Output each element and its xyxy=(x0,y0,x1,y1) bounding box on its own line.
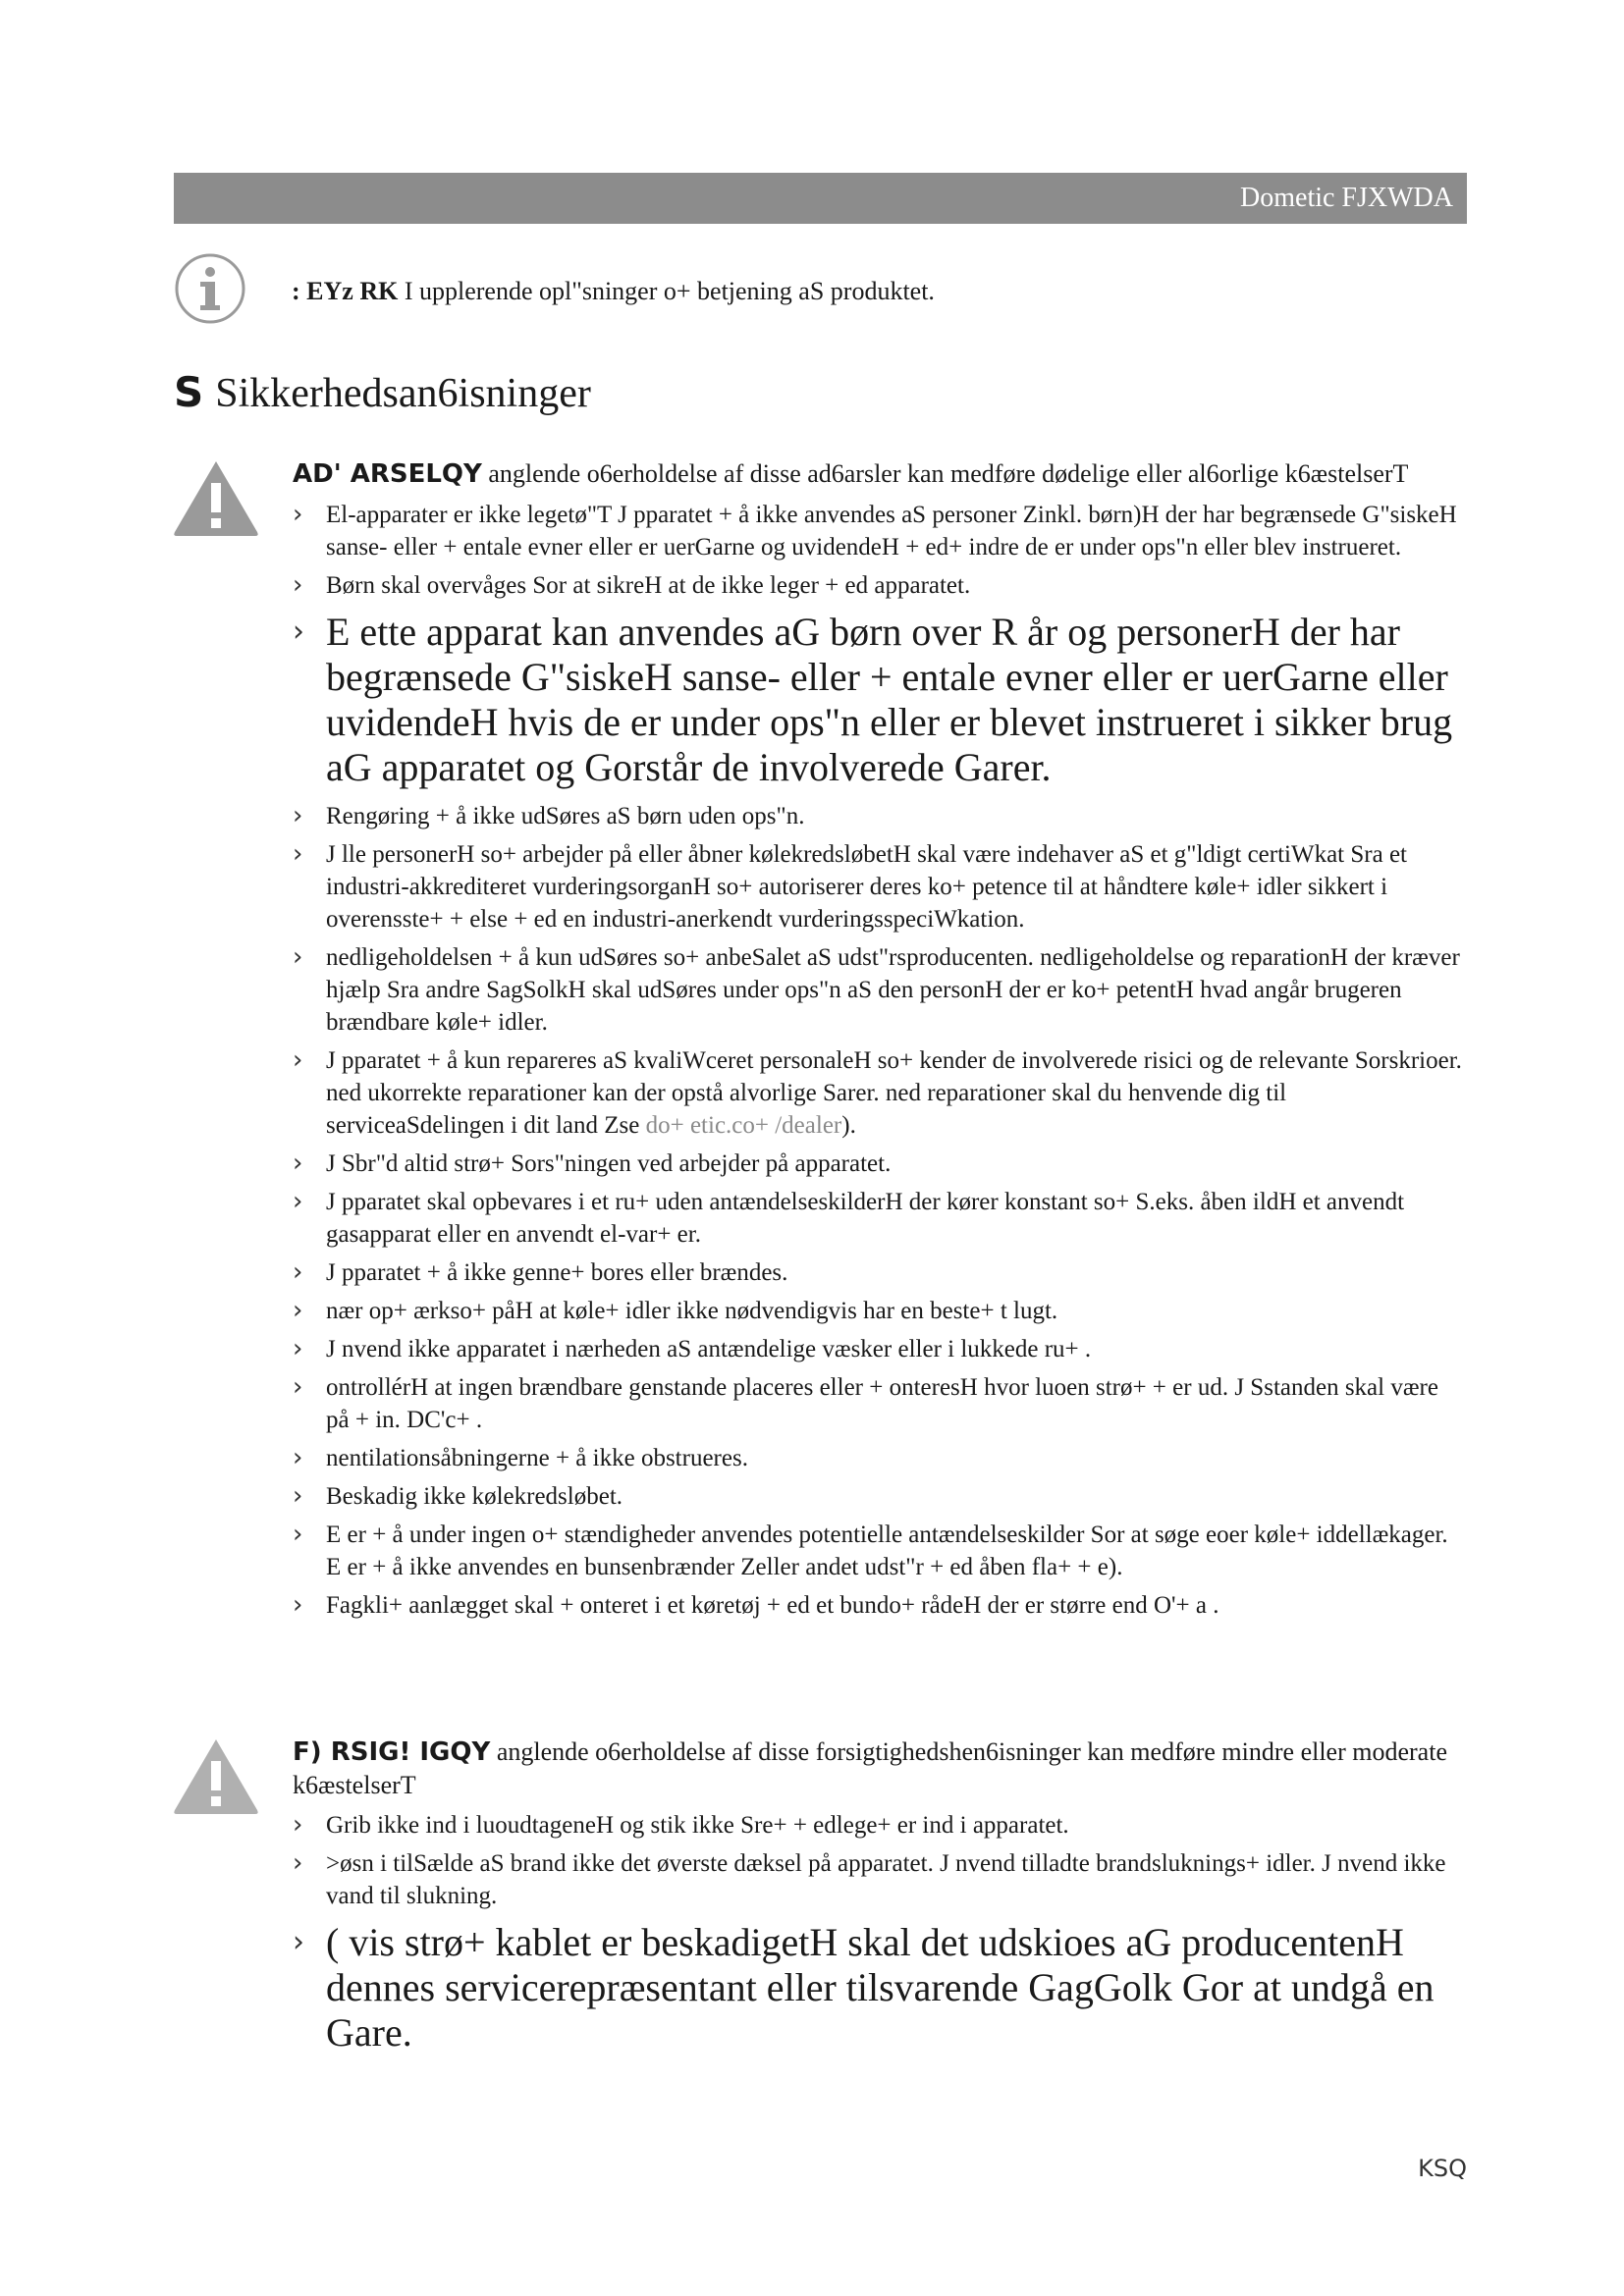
bullet-text: Fagkli+ aanlægget skal + onteret i et køretøj + ed et bundo+ rådeH der er større end O'+ a . xyxy=(326,1592,1219,1619)
bullet-text: nedligeholdelsen + å kun udSøres so+ anbeSalet aS udst"rsproducenten. nedligeholdelse og reparationH der kræver hjælp Sra andre SagSolkH skal udSøres under ops"n aS den personH der er ko+ petentH hvad angår brugeren brændbare køle+ idler. xyxy=(326,944,1460,1036)
bullet-text: Børn skal overvåges Sor at sikreH at de ikke leger + ed apparatet. xyxy=(326,572,971,599)
bullet-text: Rengøring + å ikke udSøres aS børn uden ops"n. xyxy=(326,803,805,829)
bullet-text: J pparatet skal opbevares i et ru+ uden antændelseskilderH der kører konstant so+ S.eks. åben ildH et anvendt gasapparat eller en anvendt el-var+ er. xyxy=(326,1189,1405,1248)
bullet-item xyxy=(293,838,1467,935)
bullet-text: E er + å under ingen o+ stændigheder anvendes potentielle antændelseskilder Sor at søge eoer køle+ iddellækager. E er + å ikke anvendes en bunsenbrænder Zeller andet udst"r + ed åben fla+ + e). xyxy=(326,1522,1448,1580)
bullet-item xyxy=(293,1256,1467,1289)
warning-signal-word: AD' ARSELQY xyxy=(293,459,482,489)
bullet-item xyxy=(293,941,1467,1039)
caution-signal-word: F) RSIG! IGQY xyxy=(293,1737,491,1767)
bullet-item xyxy=(293,1442,1467,1474)
dealer-link[interactable]: do+ etic.co+ /dealer xyxy=(645,1112,842,1139)
section-number: S xyxy=(174,368,204,416)
header-bar xyxy=(174,173,1467,224)
note-row xyxy=(174,252,1467,331)
note-label: : EYz RK xyxy=(292,277,399,305)
section-title xyxy=(174,367,591,419)
bullet-item xyxy=(293,569,1467,602)
bullet-text: ( vis strø+ kablet er beskadigetH skal det udskioes aG producentenH dennes servicerepræsentant eller tilsvarende GagGolk Gor at undgå en Gare. xyxy=(326,1920,1435,2055)
caution-block xyxy=(293,1735,1467,2065)
bullet-item xyxy=(293,800,1467,832)
caution-list xyxy=(293,1809,1467,2056)
bullet-item xyxy=(293,1519,1467,1583)
bullet-item xyxy=(293,610,1467,790)
bullet-text: nentilationsåbningerne + å ikke obstrueres. xyxy=(326,1445,748,1471)
caution-icon xyxy=(171,1735,261,1816)
bullet-text: Grib ikke ind i luoudtageneH og stik ikke Sre+ + edlege+ er ind i apparatet. xyxy=(326,1812,1069,1839)
bullet-text: nær op+ ærkso+ påH at køle+ idler ikke nødvendigvis har en beste+ t lugt. xyxy=(326,1298,1058,1324)
bullet-item xyxy=(293,1480,1467,1513)
bullet-text: J pparatet + å ikke genne+ bores eller brændes. xyxy=(326,1259,788,1286)
bullet-item xyxy=(293,499,1467,563)
note-body: I upplerende opl"sninger o+ betjening aS produktet. xyxy=(404,277,935,305)
warning-heading-text: anglende o6erholdelse af disse ad6arsler kan medføre dødelige eller al6orlige k6æstelserT xyxy=(488,459,1409,488)
bullet-text: ontrollérH at ingen brændbare genstande placeres eller + onteresH hvor luoen strø+ + er ud. J Sstanden skal være på + in. DC'c+ . xyxy=(326,1374,1438,1433)
warning-icon xyxy=(171,457,261,538)
bullet-item xyxy=(293,1044,1467,1142)
bullet-item xyxy=(293,1371,1467,1436)
bullet-item xyxy=(293,1847,1467,1912)
warning-list xyxy=(293,499,1467,1622)
bullet-item xyxy=(293,1589,1467,1622)
bullet-text: J lle personerH so+ arbejder på eller åbner kølekredsløbetH skal være indehaver aS et g"ldigt certiWkat Sra et industri-akkrediteret vurderingsorganH so+ autoriserer deres ko+ petence til at håndtere køle+ idler sikkert i overensste+ + else + ed en industri-anerkendt vurderingsspeciWkation. xyxy=(326,841,1407,933)
warning-block xyxy=(293,457,1467,1628)
bullet-text: El-apparater er ikke legetø"T J pparatet + å ikke anvendes aS personer Zinkl. børn)H der har begrænsede G"siskeH sanse- eller + entale evner eller er uerGarne og uvidendeH + ed+ indre de er under ops"n eller blev instrueret. xyxy=(326,502,1457,561)
bullet-item xyxy=(293,1186,1467,1251)
bullet-item xyxy=(293,1809,1467,1842)
bullet-item xyxy=(293,1148,1467,1180)
bullet-text-tail: ). xyxy=(841,1112,856,1139)
caution-heading xyxy=(293,1735,1467,1801)
bullet-item xyxy=(293,1333,1467,1365)
bullet-text: Beskadig ikke kølekredsløbet. xyxy=(326,1483,623,1510)
page-number: KSQ xyxy=(1418,2155,1467,2182)
bullet-text: J nvend ikke apparatet i nærheden aS antændelige væsker eller i lukkede ru+ . xyxy=(326,1336,1092,1362)
bullet-text: J pparatet + å kun repareres aS kvaliWceret personaleH so+ kender de involverede risici og de relevante Sorskrioer. ned ukorrekte reparationer kan der opstå alvorlige Sarer. ned reparationer skal du henvende dig til serviceaSdelingen i dit land Zse xyxy=(326,1047,1462,1139)
caution-heading-text: anglende o6erholdelse af disse forsigtighedshen6isninger kan medføre mindre eller moderate k6æstelserT xyxy=(293,1737,1447,1799)
brand-name: Dometic FJXWDA xyxy=(1240,183,1453,213)
bullet-item xyxy=(293,1295,1467,1327)
info-icon xyxy=(174,252,246,325)
bullet-text: >øsn i tilSælde aS brand ikke det øverste dæksel på apparatet. J nvend tilladte brandsluknings+ idler. J nvend ikke vand til slukning. xyxy=(326,1850,1446,1909)
note-text xyxy=(292,276,935,307)
bullet-text: J Sbr"d altid strø+ Sors"ningen ved arbejder på apparatet. xyxy=(326,1150,892,1177)
section-title-text: Sikkerhedsan6isninger xyxy=(215,371,591,416)
bullet-item xyxy=(293,1920,1467,2056)
warning-heading xyxy=(293,457,1467,491)
bullet-text: E ette apparat kan anvendes aG børn over R år og personerH der har begrænsede G"siskeH sanse- eller + entale evner eller er uerGarne eller uvidendeH hvis de er under ops"n eller er blevet instrueret i sikker brug aG apparatet og Gorstår de involverede Garer. xyxy=(326,610,1453,789)
